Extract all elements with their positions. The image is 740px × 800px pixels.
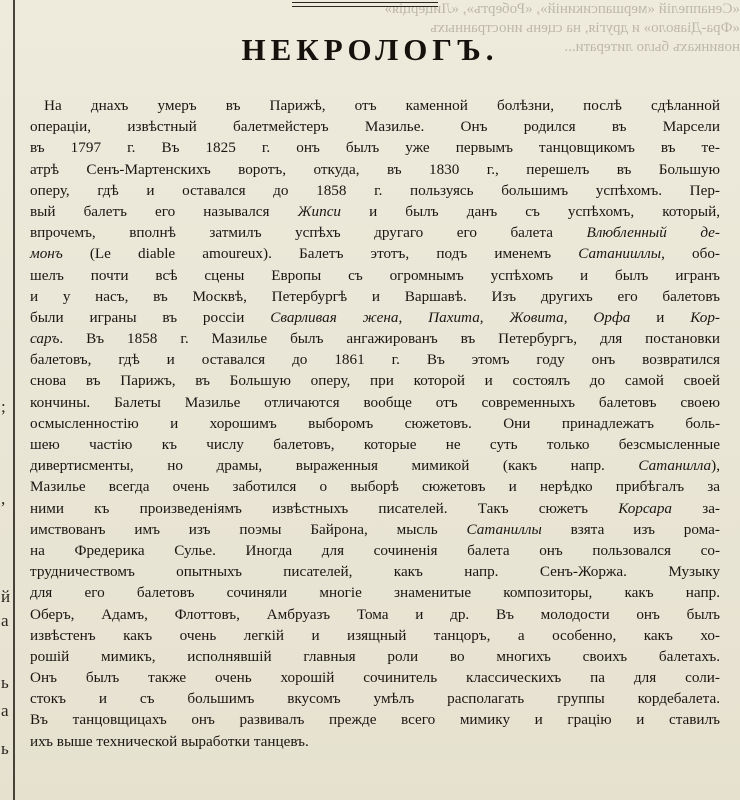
text-segment: , обо- [661, 245, 720, 263]
text-line [30, 561, 720, 582]
text-line [30, 519, 720, 540]
text-segment: ), [711, 457, 720, 475]
text-line [30, 116, 720, 137]
italic-title: саръ [30, 330, 60, 348]
text-segment: снова въ Парижъ, въ Большую оперу, при которой и состоялъ до самой своей [30, 372, 720, 390]
text-line [30, 349, 720, 370]
column-rule [13, 0, 15, 800]
text-segment: операціи, извѣстный балетмейстеръ Мазилье. Онъ родился въ Марсели [30, 118, 720, 136]
text-line [30, 265, 720, 286]
text-segment: Онъ былъ также очень хорошій сочинитель классическихъ па для соли- [30, 669, 720, 687]
text-segment: рошій мимикъ, исполнявшій главныя роли во многихъ своихъ балетахъ. [30, 647, 720, 665]
text-segment: Оберъ, Адамъ, Флоттовъ, Амбруазъ Тома и др. Въ молодости онъ былъ [30, 605, 720, 623]
neighbor-column-fragments [0, 0, 12, 800]
bleed-line: «Сенаппелій «мершапсикиній», «Робертъ», «Лицерція» [384, 1, 740, 17]
text-segment: вый балетъ его назывался [30, 202, 298, 220]
bleed-line: новинкахъ было литерати... [564, 39, 740, 55]
text-segment: и [630, 308, 691, 326]
text-line [30, 688, 720, 709]
text-segment: впрочемъ, вполнѣ затмилъ успѣхъ другаго его балета [30, 224, 587, 242]
italic-title: Влюбленный де- [586, 224, 720, 242]
italic-title: монъ [30, 245, 63, 263]
italic-title: Сварливая жена [270, 308, 399, 326]
italic-title: Жипси [297, 202, 342, 220]
text-segment: На днахъ умеръ въ Парижѣ, отъ каменной болѣзни, послѣ сдѣланной [44, 97, 720, 114]
text-line [30, 498, 720, 519]
text-line [30, 540, 720, 561]
text-segment: (Le diable amoureux). Балетъ этотъ, подъ именемъ [62, 245, 579, 263]
text-line [30, 307, 720, 328]
text-segment: и былъ данъ съ успѣхомъ, который, [341, 202, 721, 220]
text-line [30, 434, 720, 455]
text-segment: и у насъ, въ Москвѣ, Петербургѣ и Варшавѣ. Изъ другихъ его балетовъ [30, 287, 720, 305]
gutter-letter: а [1, 701, 9, 720]
text-line [30, 667, 720, 688]
text-segment: дивертисменты, но драмы, выраженныя мимикой (какъ напр. [30, 457, 639, 475]
text-line [30, 137, 720, 158]
text-segment: кончины. Балеты Мазилье отличаются вообще отъ современныхъ балетовъ своею [30, 393, 720, 411]
text-line [30, 625, 720, 646]
text-segment: ними къ произведеніямъ извѣстныхъ писателей. Такъ сюжетъ [30, 499, 619, 517]
text-line [30, 370, 720, 391]
gutter-letter: ь [1, 739, 9, 758]
text-line [30, 582, 720, 603]
text-segment: Мазилье всегда очень заботился о выборѣ сюжетовъ и нерѣдко прибѣгалъ за [30, 478, 720, 496]
text-line [30, 476, 720, 497]
text-segment: шею частію къ числу балетовъ, которые не суть только безсмысленные [30, 436, 720, 453]
text-line [30, 180, 720, 201]
obituary-body [30, 95, 720, 752]
text-line [30, 731, 720, 752]
text-segment: стокъ и съ большимъ вкусомъ умѣлъ располагать группы кордебалета. [30, 690, 720, 708]
text-line [30, 709, 720, 730]
text-line [30, 159, 720, 180]
italic-title: Сатанииллы [578, 245, 662, 263]
gutter-letter: , [1, 489, 6, 508]
italic-title: Корсара [618, 499, 673, 517]
text-segment: шелъ почти всѣ сцены Европы съ огромнымъ успѣхомъ и былъ игранъ [30, 266, 720, 284]
text-segment: въ 1797 г. Въ 1825 г. онъ былъ уже первымъ танцовщикомъ въ те- [30, 139, 720, 157]
section-divider-bottom [292, 6, 438, 7]
text-line [30, 222, 720, 243]
gutter-letter: ь [1, 673, 9, 692]
text-line [30, 455, 720, 476]
italic-title: Орфа [593, 308, 631, 326]
text-segment: оперу, гдѣ и оставался до 1858 г. пользуясь большимъ успѣхомъ. Пер- [30, 181, 720, 199]
text-segment: , [563, 308, 594, 326]
text-segment: осмысленностію и хорошимъ выборомъ сюжетовъ. Они принадлежатъ боль- [30, 414, 720, 432]
bleed-line: «Фра-Діаволо» и другія, на сцень иностранныхъ [430, 20, 740, 36]
text-segment: для его балетовъ сочиняли многіе знаменитые композиторы, какъ напр. [30, 584, 720, 602]
text-segment: , [398, 308, 429, 326]
text-segment: на Фредерика Сулье. Иногда для сочиненія балета онъ пользовался со- [30, 541, 720, 559]
text-line [30, 201, 720, 222]
text-segment: за- [672, 499, 720, 517]
italic-title: Сатаниллы [466, 520, 542, 538]
italic-title: Жовита [509, 308, 564, 326]
gutter-letter: ; [1, 397, 6, 416]
text-line [30, 243, 720, 264]
section-divider-top [292, 2, 438, 3]
italic-title: Кор- [690, 308, 720, 326]
text-segment: имствованъ имъ изъ поэмы Байрона, мысль [30, 520, 467, 538]
text-segment: атрѣ Сенъ-Мартенскихъ воротъ, откуда, въ 1830 г., перешелъ въ Большую [30, 160, 720, 178]
text-line [30, 413, 720, 434]
text-segment: трудничествомъ опытныхъ писателей, какъ напр. Сенъ-Жоржа. Музыку [30, 563, 720, 581]
text-segment: балетовъ, гдѣ и оставался до 1861 г. Въ этомъ году онъ возвратился [30, 351, 720, 369]
text-line [30, 328, 720, 349]
text-line [30, 286, 720, 307]
gutter-letter: а [1, 611, 9, 630]
text-segment: Въ танцовщицахъ онъ развивалъ прежде всего мимику и грацію и ставилъ [30, 711, 720, 729]
gutter-letter: й [1, 587, 11, 606]
text-segment: ихъ выше технической выработки танцевъ. [30, 732, 309, 750]
text-segment: . Въ 1858 г. Мазилье былъ ангажированъ въ Петербургъ, для постановки [59, 330, 720, 348]
text-segment: , [479, 308, 510, 326]
text-line [30, 392, 720, 413]
text-segment: извѣстенъ какъ очень легкій и изящный танцоръ, а особенно, какъ хо- [30, 626, 720, 644]
text-segment: были играны въ россіи [30, 308, 271, 326]
left-gutter [0, 0, 14, 800]
italic-title: Сатанилла [638, 457, 712, 475]
italic-title: Пахита [428, 308, 480, 326]
text-line [30, 604, 720, 625]
article-title: НЕКРОЛОГЪ. [241, 32, 499, 67]
text-segment: взята изъ рома- [541, 520, 720, 538]
text-line [30, 95, 720, 116]
text-line [30, 646, 720, 667]
